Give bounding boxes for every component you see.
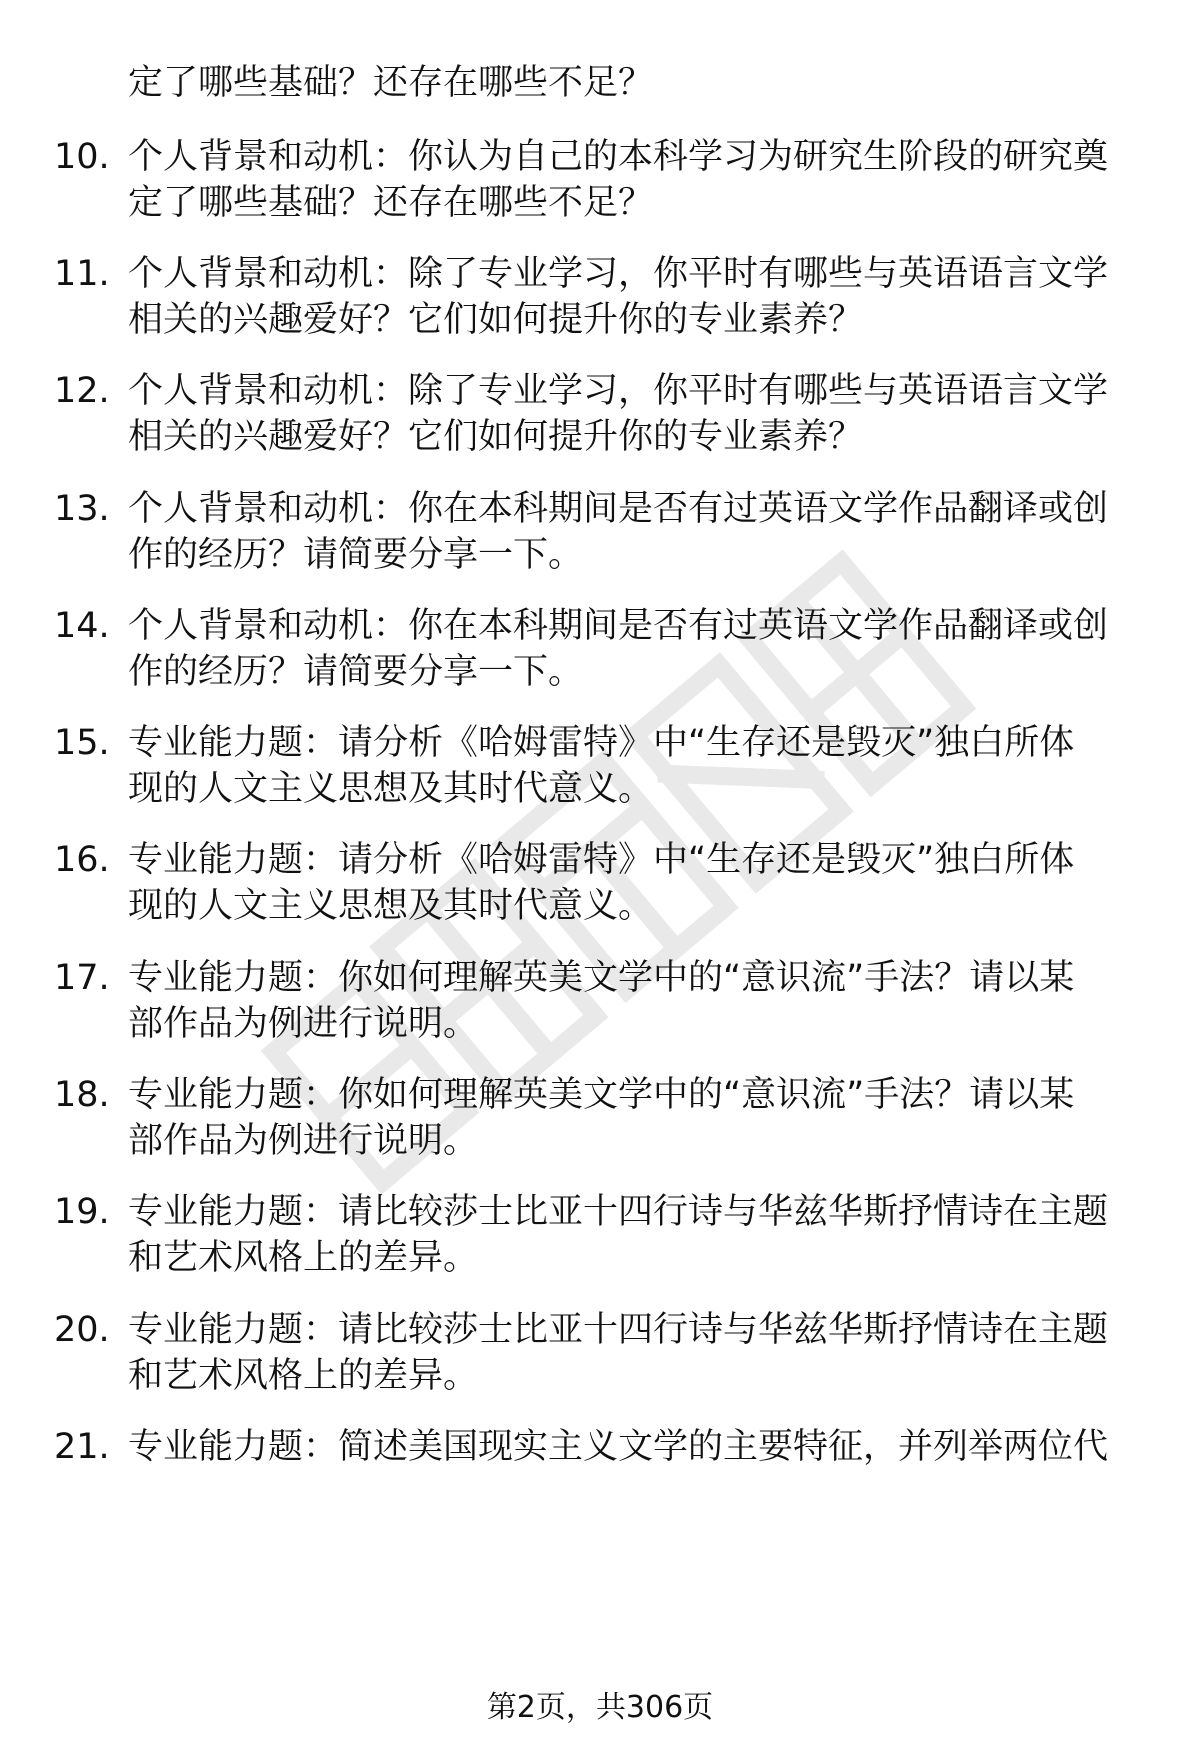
item-number: 10. [54, 137, 110, 177]
item-text-line: 专业能力题：请比较莎士比亚十四行诗与华兹华斯抒情诗在主题 [128, 1310, 1109, 1350]
item-text-line: 和艺术风格上的差异。 [128, 1356, 479, 1396]
item-text [128, 1424, 1138, 1470]
item-text-line: 作的经历？请简要分享一下。 [128, 652, 584, 692]
item-number: 18. [54, 1075, 110, 1115]
item-number: 17. [54, 958, 110, 998]
item-text [128, 1072, 1138, 1164]
item-number: 16. [54, 840, 110, 880]
item-text-line: 定了哪些基础？还存在哪些不足？ [128, 183, 654, 223]
item-text-line: 部作品为例进行说明。 [128, 1004, 479, 1044]
item-text-line: 专业能力题：简述美国现实主义文学的主要特征，并列举两位代 [128, 1427, 1109, 1467]
item-text-line: 专业能力题：请比较莎士比亚十四行诗与华兹华斯抒情诗在主题 [128, 1192, 1109, 1232]
item-number: 11. [54, 254, 110, 294]
item-text-line: 部作品为例进行说明。 [128, 1121, 479, 1161]
item-text [128, 603, 1138, 695]
item-number: 12. [54, 371, 110, 411]
item-text [128, 1307, 1138, 1399]
item-text [128, 134, 1138, 226]
item-number: 14. [54, 606, 110, 646]
item-text [128, 720, 1138, 812]
item-text-line: 专业能力题：你如何理解英美文学中的“意识流”手法？请以某 [128, 1075, 1075, 1115]
item-text-line: 专业能力题：你如何理解英美文学中的“意识流”手法？请以某 [128, 958, 1075, 998]
item-number: 21. [54, 1427, 110, 1467]
item-text-line: 个人背景和动机：你在本科期间是否有过英语文学作品翻译或创 [128, 489, 1109, 529]
item-text-line: 个人背景和动机：你在本科期间是否有过英语文学作品翻译或创 [128, 606, 1109, 646]
item-text [128, 1189, 1138, 1281]
item-text-line: 相关的兴趣爱好？它们如何提升你的专业素养？ [128, 417, 864, 457]
item-text-line: 个人背景和动机：除了专业学习，你平时有哪些与英语语言文学 [128, 371, 1109, 411]
item-text [128, 486, 1138, 578]
item-text [128, 837, 1138, 929]
item-text-line: 现的人文主义思想及其时代意义。 [128, 886, 654, 926]
item-text-line: 作的经历？请简要分享一下。 [128, 535, 584, 575]
item-text [128, 251, 1138, 343]
item-text-line: 和艺术风格上的差异。 [128, 1238, 479, 1278]
item-text [128, 368, 1138, 460]
item-text-line: 现的人文主义思想及其时代意义。 [128, 769, 654, 809]
item-number: 15. [54, 723, 110, 763]
item-text-line: 专业能力题：请分析《哈姆雷特》中“生存还是毁灭”独白所体 [128, 723, 1075, 763]
item-text-line: 个人背景和动机：你认为自己的本科学习为研究生阶段的研究奠 [128, 137, 1109, 177]
item-text [128, 955, 1138, 1047]
item-text-line: 个人背景和动机：除了专业学习，你平时有哪些与英语语言文学 [128, 254, 1109, 294]
item-text-line: 相关的兴趣爱好？它们如何提升你的专业素养？ [128, 300, 864, 340]
continuation-line: 定了哪些基础？还存在哪些不足？ [128, 63, 654, 103]
item-text-line: 专业能力题：请分析《哈姆雷特》中“生存还是毁灭”独白所体 [128, 840, 1075, 880]
item-number: 19. [54, 1192, 110, 1232]
page-footer: 第2页，共306页 [486, 1690, 714, 1725]
item-number: 20. [54, 1310, 110, 1350]
item-number: 13. [54, 489, 110, 529]
